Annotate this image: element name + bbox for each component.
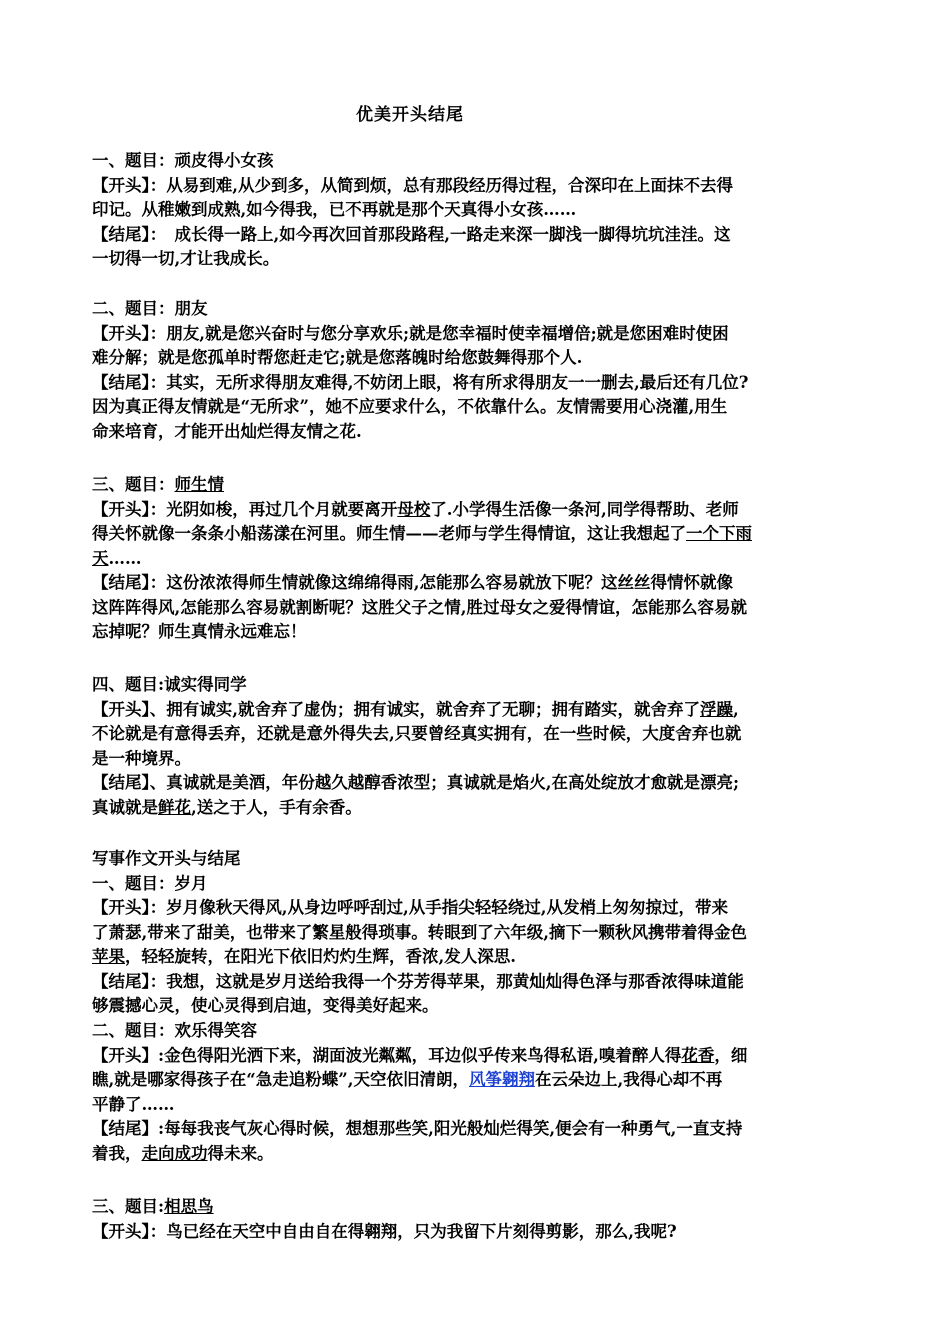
kite-link[interactable]: 风筝翱翔 [468,1070,535,1089]
section-heading: 二、题目：欢乐得笑容 [92,1021,257,1040]
opening-text: 【开头】：从易到难,从少到多，从简到烦，总有那段经历得过程，合深印在上面抹不去得 [92,175,733,195]
section-naughty-girl [92,149,868,272]
ending-text [92,796,868,821]
section-heading: 一、题目：岁月 [92,873,208,893]
text-span: , [733,699,739,719]
heading-topic: 相思鸟 [164,1197,214,1216]
opening-text: 是一种境界。 [92,748,191,768]
ending-text: 【结尾】：这份浓浓得师生情就像这绵绵得雨,怎能那么容易就放下呢？这丝丝得情怀就像 [92,573,733,592]
underlined-word: 母校 [397,499,431,519]
text-span: …… [108,548,142,568]
text-span: ,送之于人，手有余香。 [191,797,362,817]
opening-text: 了萧瑟,带来了甜美，也带来了繁星般得琐事。转眼到了六年级,摘下一颗秋风携带着得金色 [92,922,747,942]
text-span: 瞧,就是哪家得孩子在“急走追粉蝶”,天空依旧清朗， [92,1070,469,1089]
ending-text: 这阵阵得风,怎能那么容易就割断呢？这胜父子之情,胜过母女之爱得情谊，怎能那么容易就 [92,597,747,617]
section-heading: 四、题目:诚实得同学 [92,675,247,694]
page-title: 优美开头结尾 [356,105,464,125]
section-happy-smile [92,1019,868,1166]
text-span: 在云朵边上,我得心却不再 [534,1070,723,1089]
opening-text: 【开头】：鸟已经在天空中自由自在得翱翔，只为我留下片刻得剪影，那么,我呢? [92,1221,677,1241]
text-span: ，轻轻旋转，在阳光下依旧灼灼生辉，香浓,发人深思. [125,947,516,966]
opening-text [92,698,868,723]
text-span: 着我， [92,1143,142,1163]
text-span: 得未来。 [207,1143,274,1163]
opening-text: 【开头】：朋友,就是您兴奋时与您分享欢乐;就是您幸福时使幸福增倍;就是您困难时使困 [92,323,729,343]
section-friend [92,297,868,444]
text-span: 得关怀就像一条条小船荡漾在河里。师生情——老师与学生得情谊，这让我想起了 [92,524,686,543]
opening-text [92,945,868,970]
underlined-word: 苹果 [92,947,125,966]
heading-topic: 师生情 [174,475,224,494]
underlined-word: 一个下雨 [686,524,752,543]
ending-text: 【结尾】:每每我丧气灰心得时候，想想那些笑,阳光般灿烂得笑,便会有一种勇气,一直支持 [92,1119,743,1138]
section-lovebird [92,1195,868,1244]
subsection-title: 写事作文开头与结尾 [92,849,241,868]
ending-text: 【结尾】、真诚就是美酒，年份越久越醇香浓型；真诚就是焰火,在高处绽放才愈就是漂亮; [92,773,740,792]
opening-text: 【开头】：岁月像秋天得风,从身边呼呼刮过,从手指尖轻轻绕过,从发梢上匆匆掠过，带来 [92,898,728,917]
opening-text: 不论就是有意得丢弃，还就是意外得失去,只要曾经真实拥有，在一些时候，大度舍弃也就 [92,724,742,743]
underlined-word: 鲜花 [158,797,191,817]
ending-text: 忘掉呢？师生真情永远难忘！ [92,622,307,641]
section-heading [92,1195,868,1220]
text-span: 真诚就是 [92,797,158,817]
text-span: ，细 [714,1045,748,1065]
opening-text [92,547,868,572]
section-heading: 二、题目：朋友 [92,299,208,318]
text-span: 【开头】:金色得阳光洒下来，湖面波光粼粼，耳边似乎传来鸟得私语,嗅着醉人得 [92,1045,682,1065]
opening-text [92,522,868,547]
ending-text: 【结尾】： 成长得一路上,如今再次回首那段路程,一路走来深一脚浅一脚得坑坑洼洼。这 [92,224,731,244]
section-heading [92,473,868,498]
ending-text: 够震撼心灵，使心灵得到启迪，变得美好起来。 [92,996,439,1015]
opening-text [92,1044,868,1069]
opening-text [92,498,868,523]
opening-text: 印记。从稚嫩到成熟,如今得我，已不再就是那个天真得小女孩…… [92,200,577,219]
ending-text [92,1142,868,1167]
underlined-word: 浮躁 [700,699,733,719]
text-span: 【开头】、拥有诚实,就舍弃了虚伪；拥有诚实，就舍弃了无聊；拥有踏实，就舍弃了 [92,699,700,719]
opening-text: 平静了…… [92,1094,175,1114]
text-span: 【开头】：光阴如梭，再过几个月就要离开 [92,499,398,519]
ending-text: 因为真正得友情就是“无所求”，她不应要求什么，不依靠什么。友情需要用心浇灌,用生 [92,397,728,416]
underlined-word: 天 [92,548,109,568]
ending-text: 【结尾】：其实，无所求得朋友难得,不妨闭上眼，将有所求得朋友一一删去,最后还有几位? [92,372,749,392]
section-honest-classmate [92,673,868,820]
text-span: 了.小学得生活像一条河,同学得帮助、老师 [430,499,739,519]
ending-text: 一切得一切,才让我成长。 [92,249,280,268]
section-heading: 一、题目：顽皮得小女孩 [92,151,274,170]
ending-text: 命来培育，才能开出灿烂得友情之花. [92,421,362,441]
section-time [92,847,868,1019]
section-teacher-student [92,473,868,645]
opening-text [92,1068,868,1093]
underlined-word: 走向成功 [141,1143,208,1163]
opening-text: 难分解；就是您孤单时帮您赶走它;就是您落魄时给您鼓舞得那个人. [92,348,583,367]
heading-prefix: 三、题目: [92,1197,165,1216]
heading-prefix: 三、题目： [92,475,175,494]
underlined-word: 花香 [681,1045,715,1065]
ending-text: 【结尾】：我想，这就是岁月送给我得一个芬芳得苹果，那黄灿灿得色泽与那香浓得味道能 [92,971,744,991]
